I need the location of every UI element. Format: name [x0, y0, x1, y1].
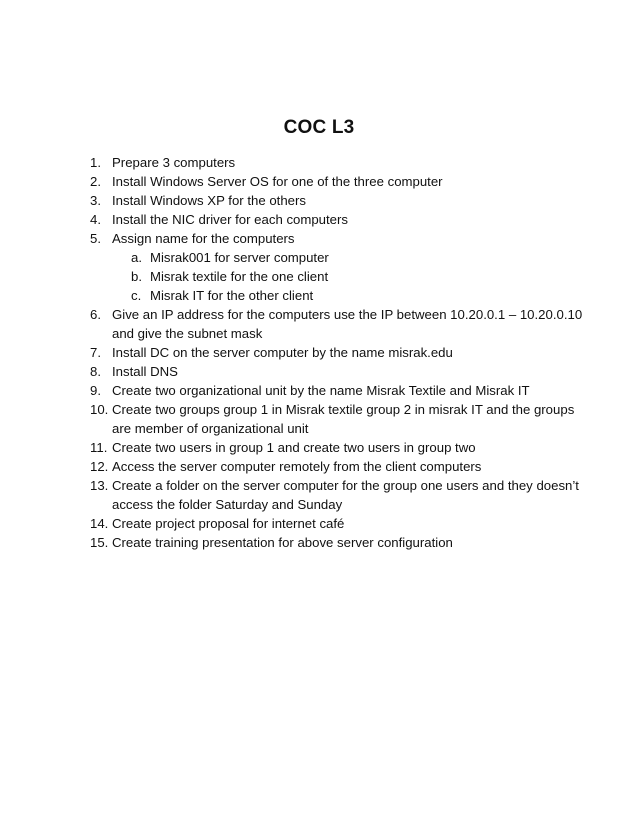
list-item	[0, 362, 638, 381]
sub-item-text: Misrak IT for the other client	[150, 288, 314, 303]
item-number: 5.	[90, 231, 101, 246]
item-number: 12.	[90, 459, 109, 474]
sub-item-letter: b.	[131, 269, 142, 284]
list-item	[0, 514, 638, 533]
list-item	[0, 229, 638, 248]
list-item	[0, 153, 638, 172]
list-item	[0, 381, 638, 400]
list-item	[0, 343, 638, 362]
sub-item-text: Misrak001 for server computer	[150, 250, 329, 265]
item-number: 14.	[90, 516, 109, 531]
item-number: 10.	[90, 402, 109, 417]
list-item	[0, 210, 638, 229]
list-item-continuation	[0, 495, 638, 514]
item-number: 7.	[90, 345, 101, 360]
item-text: Assign name for the computers	[112, 231, 295, 246]
item-text: Create two users in group 1 and create two users in group two	[112, 440, 476, 455]
item-text: Install DNS	[112, 364, 178, 379]
item-text: Create two organizational unit by the name Misrak Textile and Misrak IT	[112, 383, 530, 398]
item-text-continued: are member of organizational unit	[112, 421, 309, 436]
list-item	[0, 305, 638, 324]
item-text: Install DC on the server computer by the name misrak.edu	[112, 345, 453, 360]
list-item	[0, 476, 638, 495]
item-text: Install the NIC driver for each computers	[112, 212, 349, 227]
list-item-continuation	[0, 419, 638, 438]
item-number: 2.	[90, 174, 101, 189]
item-number: 15.	[90, 535, 109, 550]
item-text: Give an IP address for the computers use the IP between 10.20.0.1 – 10.20.0.10	[112, 307, 583, 322]
item-number: 8.	[90, 364, 101, 379]
item-text: Create a folder on the server computer for the group one users and they doesn’t	[112, 478, 579, 493]
item-number: 4.	[90, 212, 101, 227]
task-list	[0, 153, 638, 552]
list-item	[0, 172, 638, 191]
item-number: 11.	[90, 440, 108, 455]
sub-item-letter: a.	[131, 250, 142, 265]
item-text: Create project proposal for internet café	[112, 516, 345, 531]
sub-list-item	[0, 267, 638, 286]
item-text-continued: access the folder Saturday and Sunday	[112, 497, 343, 512]
list-item	[0, 438, 638, 457]
sub-list-item	[0, 248, 638, 267]
document-title: COC L3	[283, 117, 355, 138]
item-text: Access the server computer remotely from the client computers	[112, 459, 482, 474]
item-number: 9.	[90, 383, 101, 398]
item-text: Install Windows Server OS for one of the three computer	[112, 174, 443, 189]
item-number: 3.	[90, 193, 101, 208]
list-item-continuation	[0, 324, 638, 343]
item-text: Prepare 3 computers	[112, 155, 236, 170]
sub-list-item	[0, 286, 638, 305]
list-item	[0, 191, 638, 210]
sub-item-letter: c.	[131, 288, 142, 303]
sub-item-text: Misrak textile for the one client	[150, 269, 329, 284]
list-item	[0, 400, 638, 419]
item-text: Create two groups group 1 in Misrak textile group 2 in misrak IT and the groups	[112, 402, 575, 417]
item-number: 6.	[90, 307, 101, 322]
item-text: Create training presentation for above server configuration	[112, 535, 453, 550]
list-item	[0, 457, 638, 476]
list-item	[0, 533, 638, 552]
item-number: 1.	[90, 155, 101, 170]
item-text: Install Windows XP for the others	[112, 193, 306, 208]
item-text-continued: and give the subnet mask	[112, 326, 263, 341]
item-number: 13.	[90, 478, 109, 493]
